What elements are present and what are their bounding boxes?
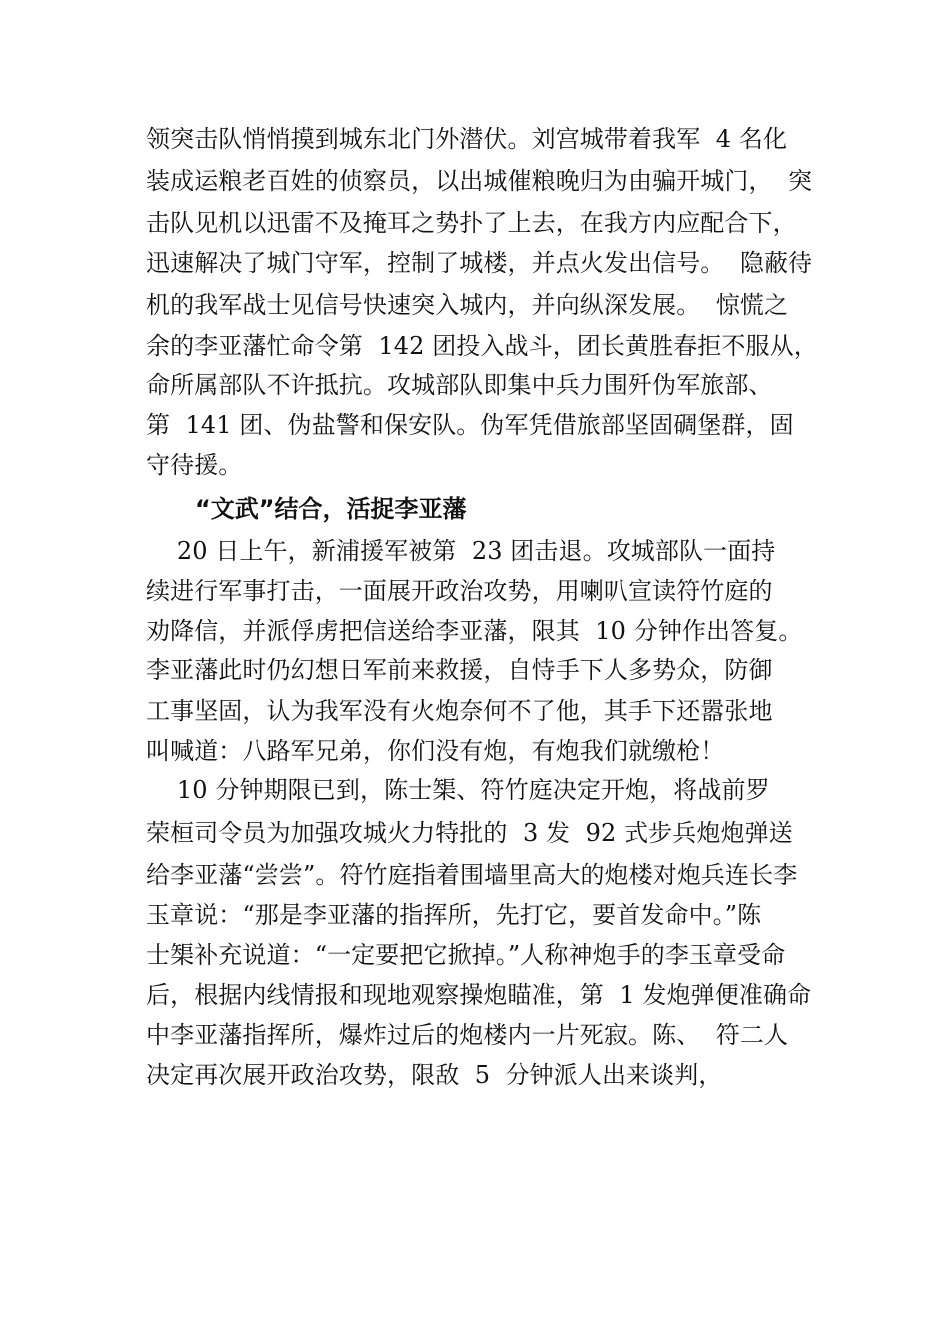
- body-text-line: 守待援。: [146, 451, 243, 479]
- body-text-line: 领突击队悄悄摸到城东北门外潜伏。刘宫城带着我军 4 名化: [146, 125, 788, 153]
- body-text-line: 第 141 团、伪盐警和保安队。伪军凭借旅部坚固碉堡群，固: [146, 411, 794, 439]
- body-text-line: 玉章说：“那是李亚藩的指挥所，先打它，要首发命中。”陈: [146, 901, 762, 929]
- body-text-line: 给李亚藩“尝尝”。符竹庭指着围墙里高大的炮楼对炮兵连长李: [146, 861, 798, 889]
- body-text-line: 劝降信，并派俘虏把信送给李亚藩，限其 10 分钟作出答复。: [146, 617, 803, 645]
- body-text-line: 荣桓司令员为加强攻城火力特批的 3 发 92 式步兵炮炮弹送: [146, 819, 793, 847]
- body-text-line: 20 日上午，新浦援军被第 23 团击退。攻城部队一面持: [146, 537, 776, 565]
- body-text-line: 装成运粮老百姓的侦察员，以出城催粮晚归为由骗开城门， 突: [146, 167, 813, 195]
- body-text-line: 机的我军战士见信号快速突入城内，并向纵深发展。 惊慌之: [146, 291, 789, 319]
- body-text-line: 工事坚固，认为我军没有火炮奈何不了他，其手下还嚣张地: [146, 697, 773, 725]
- body-text-line: 叫喊道：八路军兄弟，你们没有炮，有炮我们就缴枪！: [146, 737, 725, 765]
- body-text-line: 李亚藩此时仍幻想日军前来救援，自恃手下人多势众，防御: [146, 656, 773, 684]
- body-text-line: 击队见机以迅雷不及掩耳之势扑了上去，在我方内应配合下，: [146, 209, 797, 237]
- section-heading: “文武”结合，活捉李亚藩: [195, 495, 467, 523]
- body-text-line: 中李亚藩指挥所，爆炸过后的炮楼内一片死寂。陈、 符二人: [146, 1021, 789, 1049]
- body-text-line: 余的李亚藩忙命令第 142 团投入战斗，团长黄胜春拒不服从，: [146, 332, 818, 360]
- body-text-line: 决定再次展开政治攻势，限敌 5 分钟派人出来谈判，: [146, 1061, 723, 1089]
- body-text-line: 迅速解决了城门守军，控制了城楼，并点火发出信号。 隐蔽待: [146, 249, 813, 277]
- body-text-line: 10 分钟期限已到，陈士榘、符竹庭决定开炮，将战前罗: [146, 776, 770, 804]
- body-text-line: 续进行军事打击，一面展开政治攻势，用喇叭宣读符竹庭的: [146, 577, 773, 605]
- body-text-line: 命所属部队不许抵抗。攻城部队即集中兵力围歼伪军旅部、: [146, 371, 773, 399]
- body-text-line: 后，根据内线情报和现地观察操炮瞄准，第 1 发炮弹便准确命: [146, 981, 812, 1009]
- body-text-line: 士榘补充说道：“一定要把它掀掉。”人称神炮手的李玉章受命: [146, 941, 786, 969]
